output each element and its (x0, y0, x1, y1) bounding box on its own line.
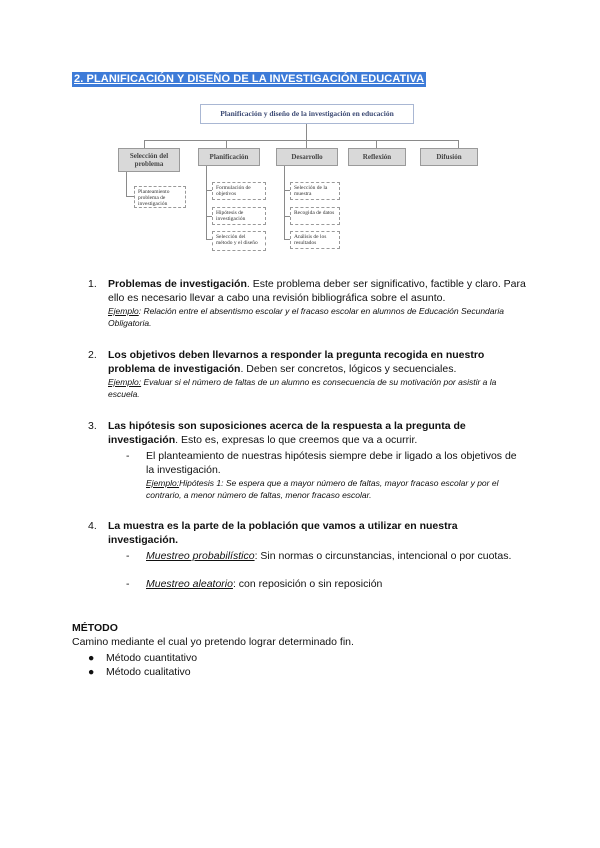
sub-dash: - (126, 550, 130, 562)
list-bold: Problemas de investigación (108, 278, 247, 290)
list-text (108, 519, 528, 547)
list-number: 2. (88, 349, 97, 361)
list-body: . Este problema deber ser significativo, factible y claro. Para ello es necesario llevar a cabo una revisión bibliográfica sobre el asunto. (108, 278, 526, 304)
diagram-sub-metodo: Selección del método y el diseño (212, 231, 266, 251)
list-bold: Los objetivos deben llevarnos a responder la pregunta recogida en nuestro problema de investigación (108, 349, 485, 375)
list-number: 3. (88, 420, 97, 432)
list-body: . Esto es, expresas lo que creemos que va a ocurrir. (175, 434, 418, 446)
sub-body: El planteamiento de nuestras hipótesis siempre debe ir ligado a los objetivos de la investigación. (146, 450, 517, 476)
sub-label: Muestreo aleatorio (146, 578, 233, 590)
list-number: 1. (88, 278, 97, 290)
diagram-connector (306, 140, 307, 148)
diagram-connector (144, 140, 145, 148)
example-label: Ejemplo: (108, 377, 142, 387)
diagram-connector (126, 172, 127, 196)
sub-dash: - (126, 450, 130, 462)
diagram-sub-recogida: Recogida de datos (290, 207, 340, 225)
list-bold: La muestra es la parte de la población que vamos a utilizar en nuestra investigación. (108, 520, 458, 546)
sub-text (146, 549, 526, 563)
example-text: Hipótesis 1: Se espera que a mayor número de faltas, mayor fracaso escolar y por el contrario, a menor número de faltas, menor fracaso escolar. (146, 478, 499, 500)
sub-body: : Sin normas o circunstancias, intencional o por cuotas. (254, 550, 512, 562)
example-text: : Relación entre el absentismo escolar y el fracaso escolar en alumnos de Educación Secundaria Obligatoria. (108, 306, 504, 328)
list-text (108, 277, 528, 329)
list-item-2 (88, 348, 548, 408)
metodo-bullet (88, 665, 191, 679)
list-body: . Deben ser concretos, lógicos y secuenciales. (240, 363, 457, 375)
bullet-text: Método cualitativo (106, 666, 191, 678)
list-item-3 (88, 419, 548, 509)
diagram-connector (376, 140, 377, 148)
example-text: Evaluar si el número de faltas de un alumno es consecuencia de su motivación por asistir a la escuela. (108, 377, 497, 399)
diagram-connector (306, 124, 307, 140)
metodo-desc: Camino mediante el cual yo pretendo lograr determinado fin. (72, 636, 354, 648)
diagram-sub-planteamiento: Planteamiento problema de investigación (134, 186, 186, 208)
diagram-sub-muestra: Selección de la muestra (290, 182, 340, 200)
diagram-connector (458, 140, 459, 148)
diagram-connector (226, 140, 227, 148)
list-text (108, 348, 528, 400)
diagram-sub-objetivos: Formulación de objetivos (212, 182, 266, 200)
bullet-dot: ● (88, 666, 95, 678)
diagram-box-planificacion: Planificación (198, 148, 260, 166)
diagram-connector (284, 166, 285, 240)
bullet-dot: ● (88, 652, 95, 664)
sub-label: Muestreo probabilístico (146, 550, 255, 562)
sub-dash: - (126, 578, 130, 590)
diagram-root-box: Planificación y diseño de la investigación en educación (200, 104, 414, 124)
diagram-box-seleccion: Selección del problema (118, 148, 180, 172)
diagram-sub-hipotesis: Hipótesis de investigación (212, 207, 266, 225)
bullet-text: Método cuantitativo (106, 652, 198, 664)
diagram-box-difusion: Difusión (420, 148, 478, 166)
diagram-connector (144, 140, 458, 141)
example (146, 477, 526, 501)
section-heading: 2. PLANIFICACIÓN Y DISEÑO DE LA INVESTIGACIÓN EDUCATIVA (74, 73, 425, 85)
example (108, 305, 528, 329)
sub-body: : con reposición o sin reposición (232, 578, 383, 590)
list-number: 4. (88, 520, 97, 532)
diagram-connector (206, 166, 207, 240)
list-text (108, 419, 528, 447)
list-item-1 (88, 277, 548, 337)
example (108, 376, 528, 400)
example-label: Ejemplo: (146, 478, 180, 488)
research-design-diagram (118, 104, 478, 252)
list-bold: Las hipótesis son suposiciones acerca de la respuesta a la pregunta de investigación (108, 420, 466, 446)
example-label: Ejemplo (108, 306, 139, 316)
diagram-connector (126, 196, 134, 197)
list-item-4 (88, 519, 548, 599)
metodo-bullet (88, 651, 197, 665)
sub-text (146, 449, 526, 501)
diagram-box-desarrollo: Desarrollo (276, 148, 338, 166)
metodo-title: MÉTODO (72, 622, 118, 634)
diagram-sub-analisis: Análisis de los resultados (290, 231, 340, 249)
diagram-box-reflexion: Reflexión (348, 148, 406, 166)
sub-text (146, 577, 526, 591)
